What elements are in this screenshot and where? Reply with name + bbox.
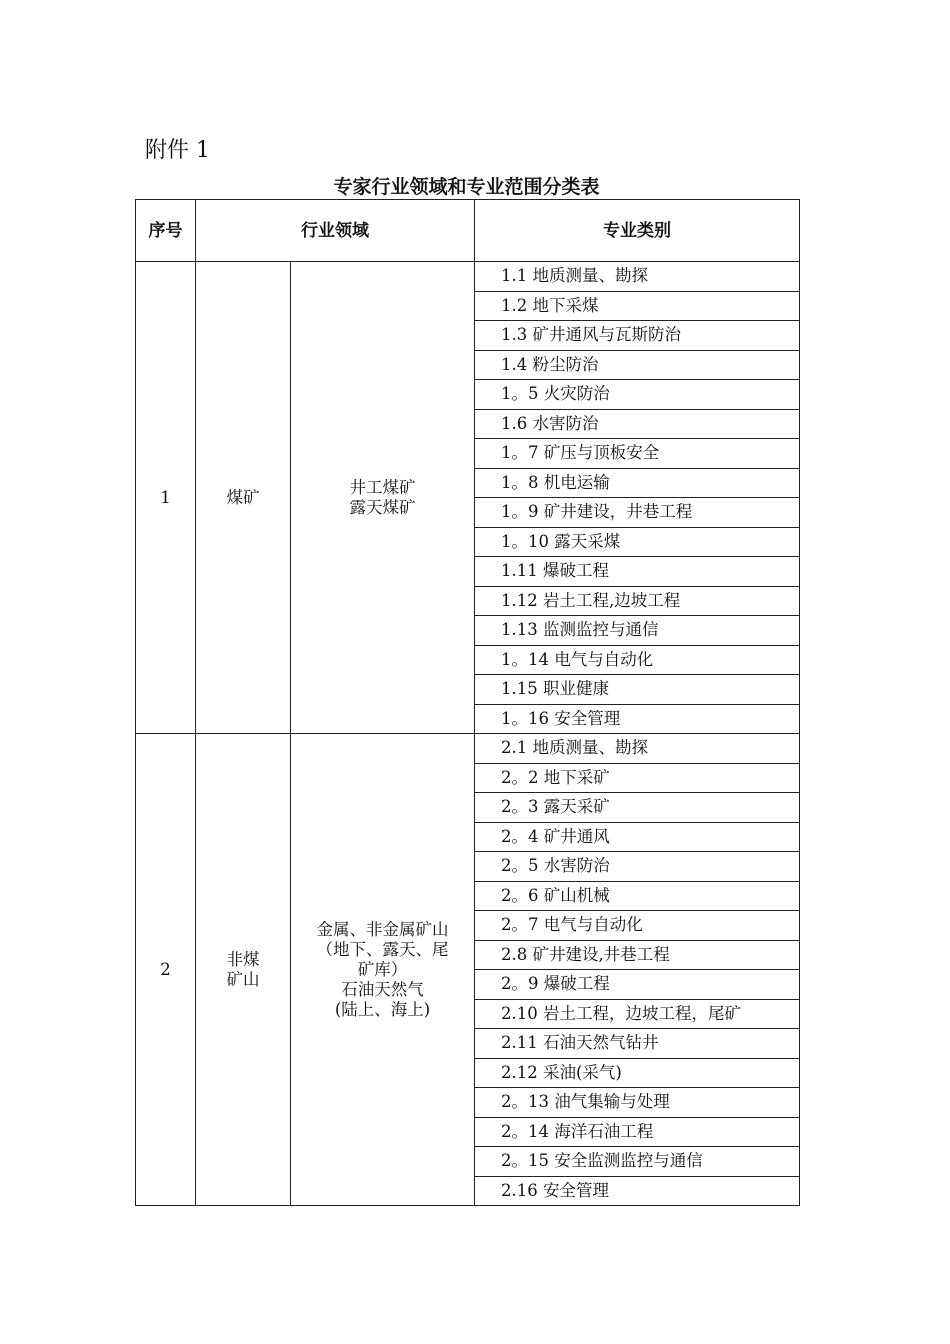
specialty-cell: 1。5 火灾防治 [475, 380, 800, 410]
sub-industry-line: 石油天然气 [341, 979, 424, 999]
specialty-cell: 2。3 露天采矿 [475, 793, 800, 823]
sub-industry-line: 井工煤矿 [349, 477, 416, 497]
specialty-cell: 2.10 岩土工程，边坡工程，尾矿 [475, 999, 800, 1029]
specialty-cell: 2。14 海洋石油工程 [475, 1117, 800, 1147]
specialty-cell: 1.13 监测监控与通信 [475, 616, 800, 646]
specialty-cell: 1.1 地质测量、勘探 [475, 262, 800, 292]
specialty-cell: 2。9 爆破工程 [475, 970, 800, 1000]
specialty-cell: 1。10 露天采煤 [475, 527, 800, 557]
specialty-cell: 1。14 电气与自动化 [475, 645, 800, 675]
specialty-cell: 2.11 石油天然气钻井 [475, 1029, 800, 1059]
specialty-cell: 1.11 爆破工程 [475, 557, 800, 587]
specialty-cell: 1。9 矿井建设，井巷工程 [475, 498, 800, 528]
row-seq: 1 [136, 262, 196, 734]
table-header-row [136, 200, 800, 262]
table-row [136, 262, 800, 292]
specialty-cell: 2。6 矿山机械 [475, 881, 800, 911]
specialty-cell: 1.2 地下采煤 [475, 291, 800, 321]
industry-line: 非煤 [226, 949, 260, 969]
sub-industry-line: 矿库） [357, 959, 408, 979]
sub-industry-cell [291, 262, 475, 734]
specialty-cell: 2。2 地下采矿 [475, 763, 800, 793]
page-title: 专家行业领域和专业范围分类表 [333, 176, 600, 198]
specialty-cell: 2。7 电气与自动化 [475, 911, 800, 941]
specialty-cell: 2.16 安全管理 [475, 1176, 800, 1206]
sub-industry-cell [291, 734, 475, 1206]
header-seq: 序号 [136, 200, 196, 262]
sub-industry-line: 金属、非金属矿山 [316, 919, 449, 939]
specialty-cell: 2.1 地质测量、勘探 [475, 734, 800, 764]
specialty-cell: 1.4 粉尘防治 [475, 350, 800, 380]
specialty-cell: 2.12 采油(采气) [475, 1058, 800, 1088]
sub-industry-line: （地下、露天、尾 [316, 939, 449, 959]
classification-table [135, 199, 800, 1206]
specialty-cell: 1。16 安全管理 [475, 704, 800, 734]
header-specialty: 专业类别 [475, 200, 800, 262]
specialty-cell: 1。7 矿压与顶板安全 [475, 439, 800, 469]
row-seq: 2 [136, 734, 196, 1206]
table-row [136, 734, 800, 764]
industry-cell: 煤矿 [196, 262, 291, 734]
specialty-cell: 2.8 矿井建设,井巷工程 [475, 940, 800, 970]
specialty-cell: 2。13 油气集输与处理 [475, 1088, 800, 1118]
table-body [136, 262, 800, 1206]
industry-line: 矿山 [226, 969, 260, 989]
specialty-cell: 1.12 岩土工程,边坡工程 [475, 586, 800, 616]
attachment-label: 附件 1 [145, 138, 210, 163]
specialty-cell: 1.6 水害防治 [475, 409, 800, 439]
specialty-cell: 2。5 水害防治 [475, 852, 800, 882]
specialty-cell: 2。15 安全监测监控与通信 [475, 1147, 800, 1177]
specialty-cell: 1.15 职业健康 [475, 675, 800, 705]
industry-cell [196, 734, 291, 1206]
specialty-cell: 1。8 机电运输 [475, 468, 800, 498]
specialty-cell: 2。4 矿井通风 [475, 822, 800, 852]
specialty-cell: 1.3 矿井通风与瓦斯防治 [475, 321, 800, 351]
sub-industry-line: 露天煤矿 [349, 497, 416, 517]
sub-industry-line: (陆上、海上) [334, 999, 431, 1019]
header-industry: 行业领域 [196, 200, 475, 262]
